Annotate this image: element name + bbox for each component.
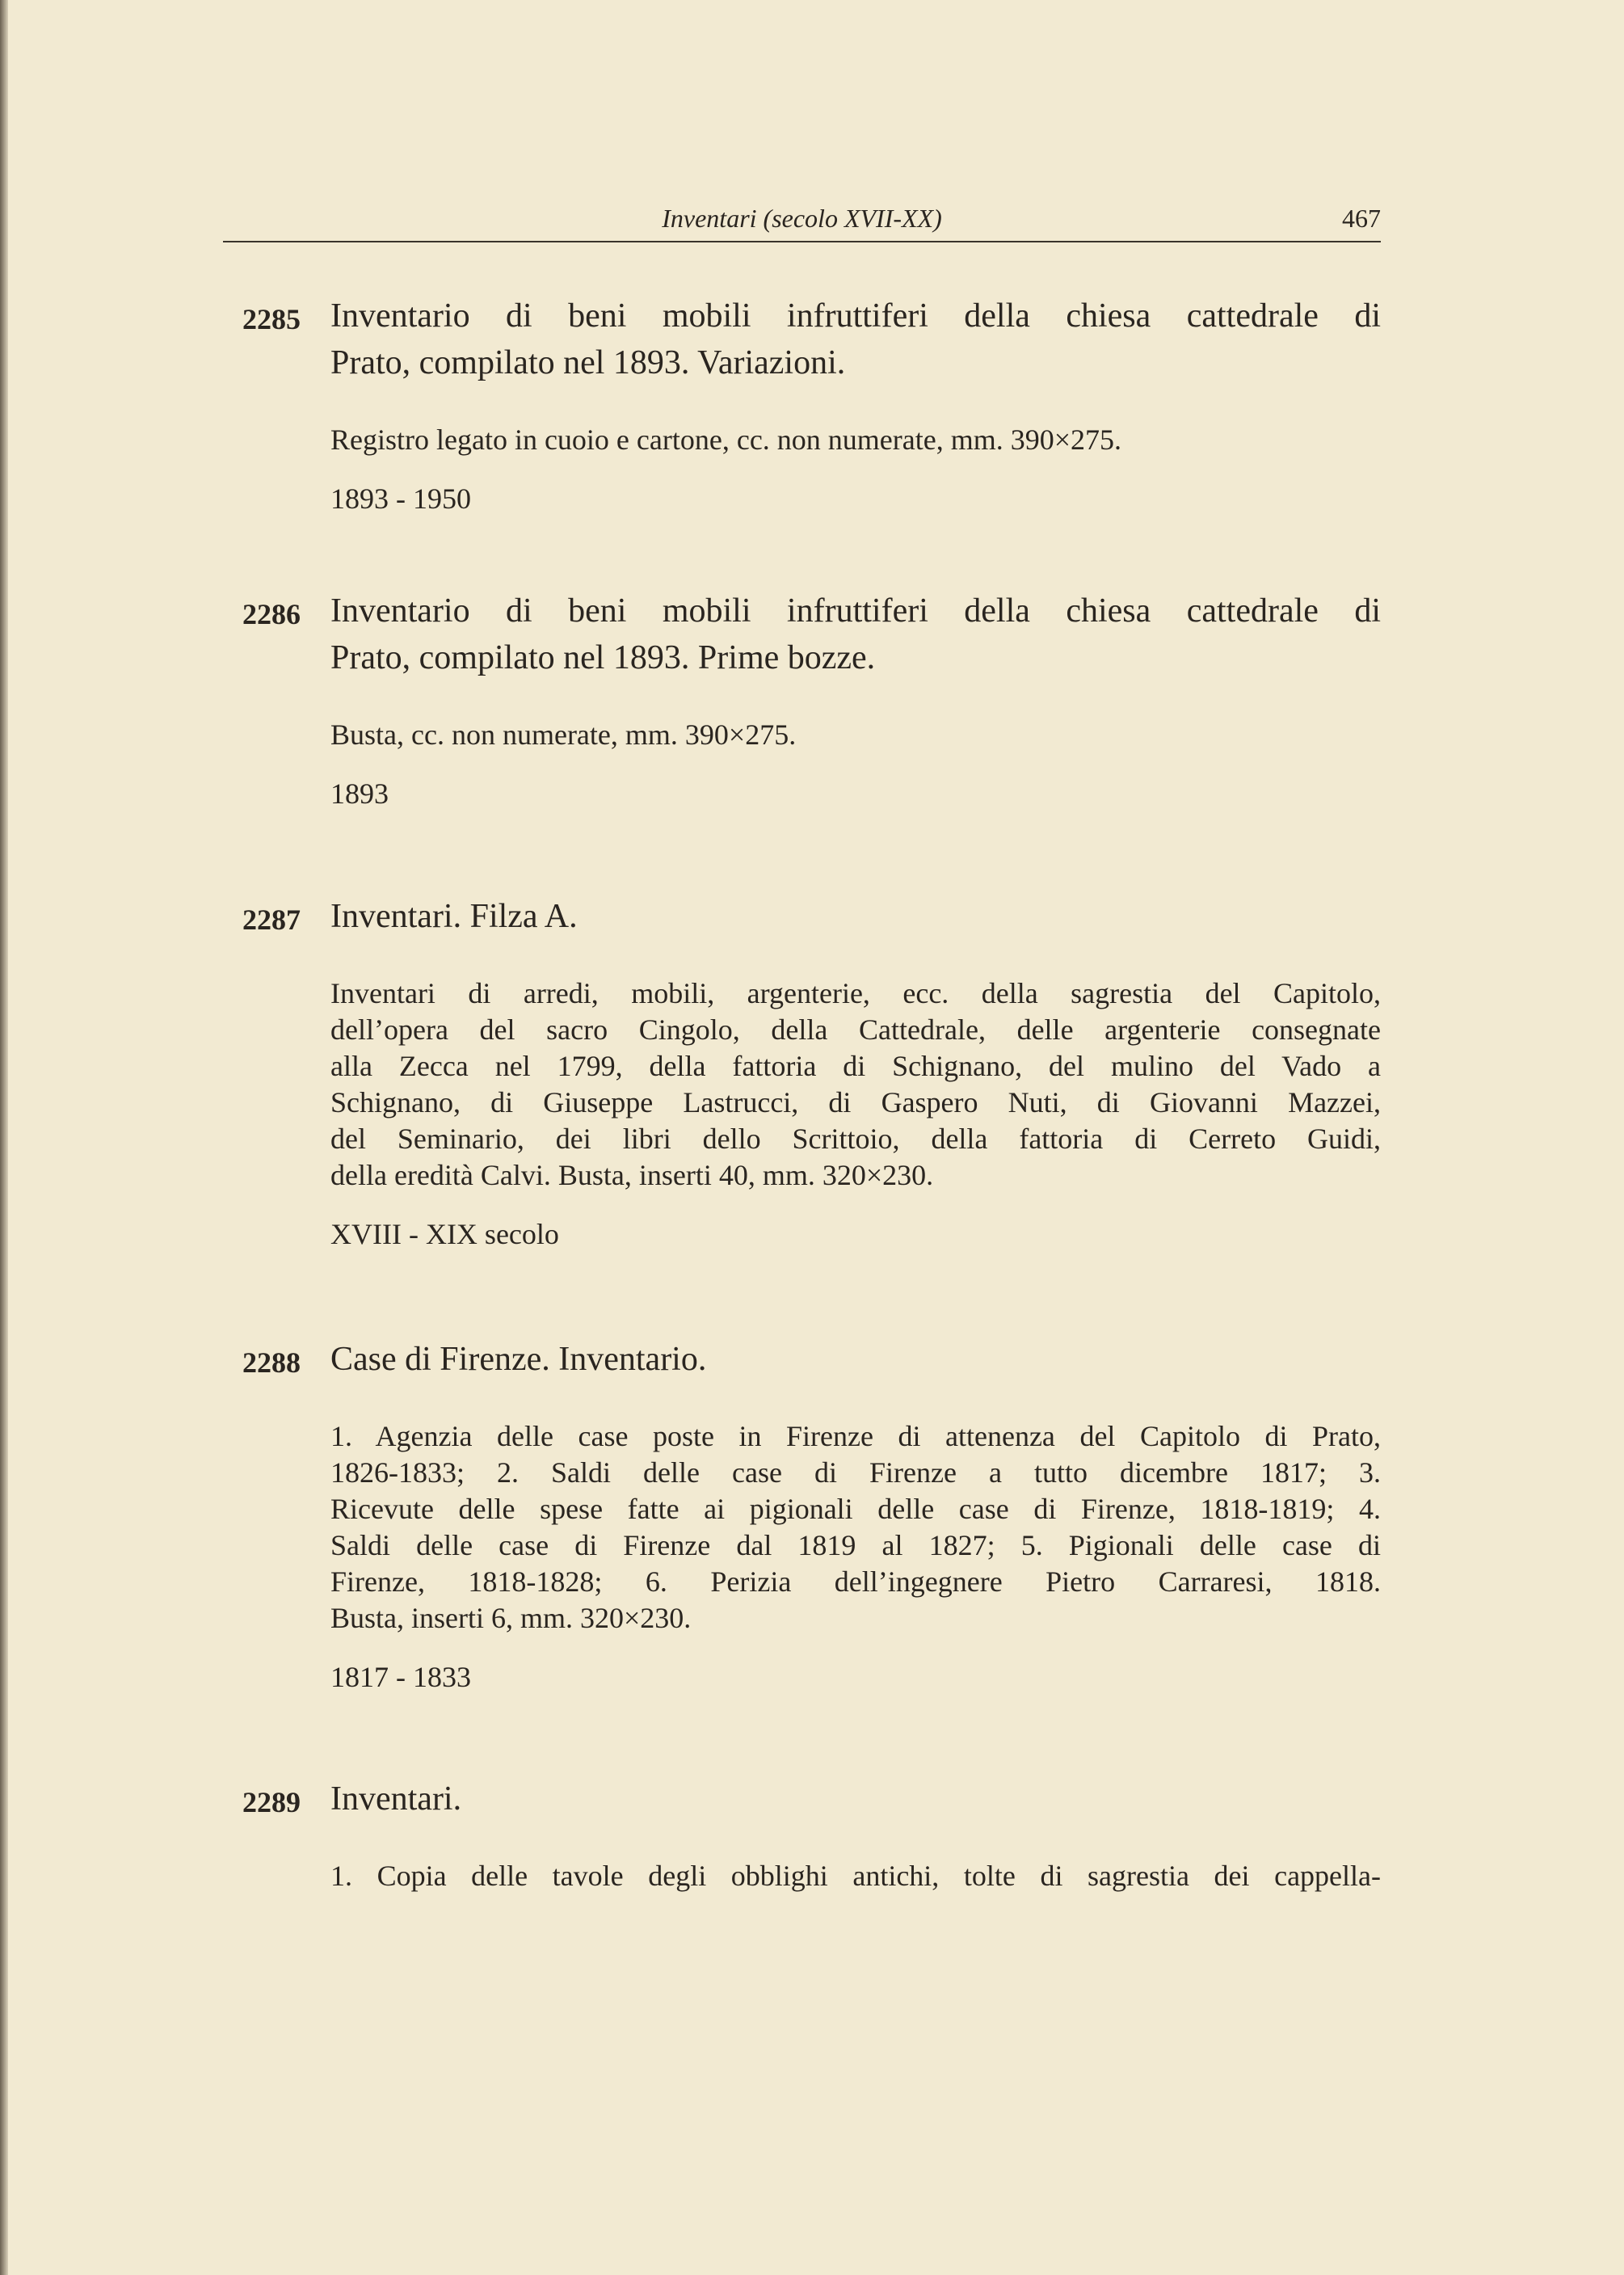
entry-description-line: Firenze, 1818-1828; 6. Perizia dell’ingegnere Pietro Carraresi, 1818. xyxy=(330,1565,1381,1598)
entry-number: 2285 xyxy=(242,303,301,335)
entry-title-line: Inventario di beni mobili infruttiferi della chiesa cattedrale di xyxy=(330,297,1381,335)
entry-date: XVIII - XIX secolo xyxy=(330,1218,559,1250)
entry-date: 1893 xyxy=(330,777,389,810)
entry-title-line: Prato, compilato nel 1893. Variazioni. xyxy=(330,344,846,381)
entry-description-line: 1826-1833; 2. Saldi delle case di Firenze a tutto dicembre 1817; 3. xyxy=(330,1456,1381,1489)
entry-description-line: 1. Agenzia delle case poste in Firenze di attenenza del Capitolo di Prato, xyxy=(330,1420,1381,1452)
entry-title-line: Inventari. Filza A. xyxy=(330,898,578,935)
page-edge-shadow xyxy=(0,0,8,2275)
running-header xyxy=(223,200,1381,241)
entry-description-line: Busta, inserti 6, mm. 320×230. xyxy=(330,1602,692,1634)
entry-number: 2288 xyxy=(242,1346,301,1379)
entry-description-line: Inventari di arredi, mobili, argenterie, ecc. della sagrestia del Capitolo, xyxy=(330,977,1381,1009)
entry-date: 1893 - 1950 xyxy=(330,482,471,515)
entry-number: 2287 xyxy=(242,904,301,936)
header-rule xyxy=(223,241,1381,242)
entry-number: 2289 xyxy=(242,1786,301,1818)
entry-number: 2286 xyxy=(242,598,301,630)
running-title: Inventari (secolo XVII-XX) xyxy=(662,204,942,233)
entry-description-line: 1. Copia delle tavole degli obblighi antichi, tolte di sagrestia dei cappella- xyxy=(330,1860,1381,1892)
entry-description-line: Registro legato in cuoio e cartone, cc. non numerate, mm. 390×275. xyxy=(330,423,1122,456)
entry-description-line: del Seminario, dei libri dello Scrittoio, della fattoria di Cerreto Guidi, xyxy=(330,1123,1381,1155)
entry-date: 1817 - 1833 xyxy=(330,1661,471,1693)
page-number: 467 xyxy=(1342,204,1381,233)
entry-description-line: Saldi delle case di Firenze dal 1819 al 1827; 5. Pigionali delle case di xyxy=(330,1529,1381,1561)
entry-description-line: alla Zecca nel 1799, della fattoria di Schignano, del mulino del Vado a xyxy=(330,1050,1381,1082)
entry-title-line: Inventario di beni mobili infruttiferi della chiesa cattedrale di xyxy=(330,592,1381,630)
entry-title-line: Prato, compilato nel 1893. Prime bozze. xyxy=(330,639,876,676)
entry-description-line: Busta, cc. non numerate, mm. 390×275. xyxy=(330,718,797,751)
entry-title-line: Inventari. xyxy=(330,1780,462,1818)
entry-description-line: dell’opera del sacro Cingolo, della Cattedrale, delle argenterie consegnate xyxy=(330,1013,1381,1046)
entry-description-line: della eredità Calvi. Busta, inserti 40, mm. 320×230. xyxy=(330,1159,934,1191)
entry-description-line: Schignano, di Giuseppe Lastrucci, di Gaspero Nuti, di Giovanni Mazzei, xyxy=(330,1086,1381,1119)
entry-title-line: Case di Firenze. Inventario. xyxy=(330,1341,707,1378)
entry-description-line: Ricevute delle spese fatte ai pigionali delle case di Firenze, 1818-1819; 4. xyxy=(330,1493,1381,1525)
